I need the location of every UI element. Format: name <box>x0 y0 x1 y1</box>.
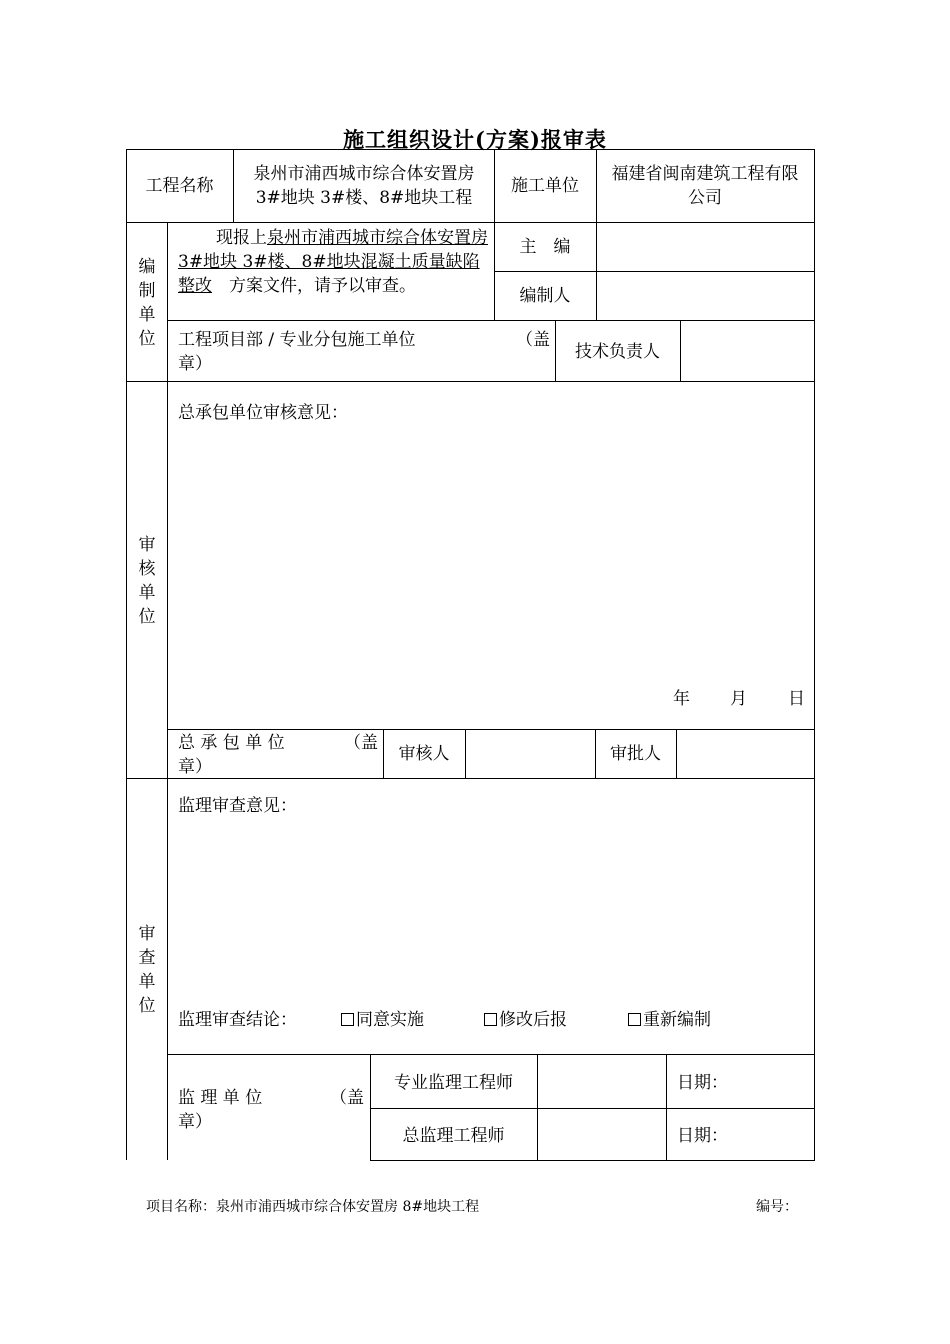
footer-project-name: 项目名称：泉州市浦西城市综合体安置房 8#地块工程 <box>146 1199 480 1215</box>
compile-unit-label: 编 制 单 位 <box>138 257 156 349</box>
editor-label: 编制人 <box>519 286 571 306</box>
project-name-value: 泉州市浦西城市综合体安置房 3#地块 3#楼、8#地块工程 <box>253 164 475 208</box>
option-redo[interactable]: 重新编制 <box>628 1008 711 1032</box>
chief-editor-label: 主 编 <box>519 237 571 257</box>
checkbox-icon[interactable] <box>341 1013 354 1026</box>
contractor-label: 施工单位 <box>511 176 579 196</box>
project-name-label: 工程名称 <box>145 176 214 196</box>
option-agree[interactable]: 同意实施 <box>341 1008 424 1032</box>
conclusion-label: 监理审查结论： <box>178 1010 297 1030</box>
checkbox-icon[interactable] <box>628 1013 641 1026</box>
review-unit-label: 审 核 单 位 <box>138 535 156 627</box>
chief-engineer-label: 总监理工程师 <box>402 1126 505 1146</box>
contractor-value: 福建省闽南建筑工程有限公司 <box>611 164 799 208</box>
date-year: 年 <box>673 689 690 709</box>
option-modify[interactable]: 修改后报 <box>484 1008 567 1032</box>
dept-stamp: 工程项目部 / 专业分包施工单位 （盖 章） <box>178 330 550 374</box>
tech-lead-label: 技术负责人 <box>575 342 660 362</box>
report-text: 现报上泉州市浦西城市综合体安置房 3#地块 3#楼、8#地块混凝土质量缺陷整改 方案文件，请予以审查。 <box>178 228 488 296</box>
approver-label: 审批人 <box>610 744 661 764</box>
supervision-unit-stamp: 监 理 单 位 （盖 章） <box>178 1088 364 1132</box>
date-day: 日 <box>788 689 805 709</box>
general-unit-stamp: 总 承 包 单 位 （盖 章） <box>178 733 378 777</box>
chief-date-label: 日期： <box>677 1126 728 1146</box>
report-subject: 泉州市浦西城市综合体安置房 3#地块 3#楼、8#地块混凝土质量缺陷整改 <box>178 228 488 296</box>
inspect-unit-label: 审 查 单 位 <box>138 924 156 1016</box>
supervision-opinion-label: 监理审查意见： <box>178 796 297 816</box>
reviewer-label: 审核人 <box>398 744 450 764</box>
specialty-date-label: 日期： <box>677 1073 728 1093</box>
date-month: 月 <box>730 689 747 709</box>
general-opinion-label: 总承包单位审核意见： <box>178 403 348 423</box>
checkbox-icon[interactable] <box>484 1013 497 1026</box>
footer-serial-label: 编号： <box>756 1199 798 1215</box>
form-title: 施工组织设计(方案)报审表 <box>343 127 607 152</box>
specialty-engineer-label: 专业监理工程师 <box>394 1073 513 1093</box>
